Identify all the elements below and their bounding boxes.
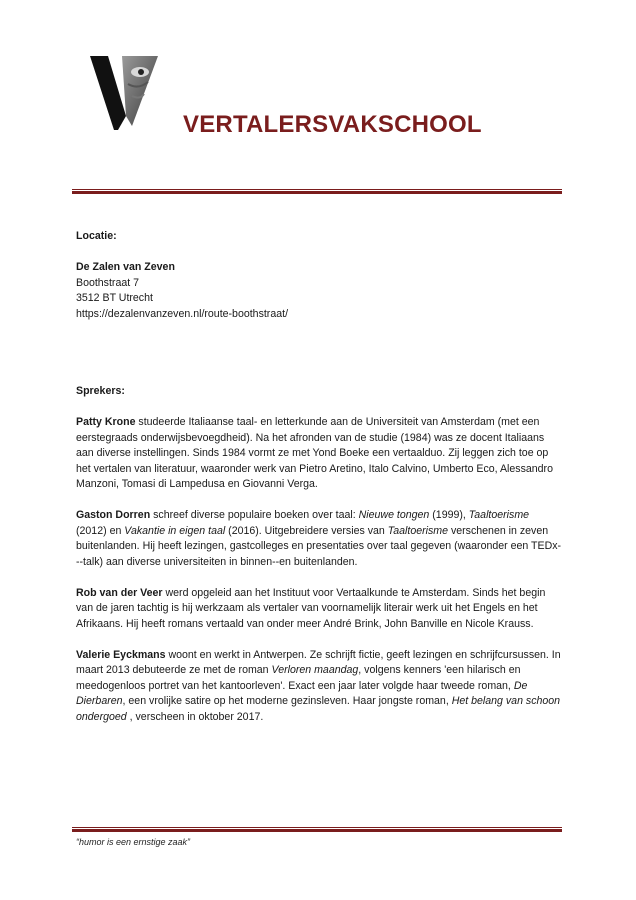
bio-text: , een vrolijke satire op het moderne gezinsleven. Haar jongste roman,: [122, 695, 452, 707]
bio-text: verschenen in zeven buitenlanden. Hij heeft lezingen, gastcolleges en presentaties over taal gegeven (waaronder een TEDx---talk) aan diverse universiteiten in binnen--en buitenlanden.: [76, 524, 562, 568]
venue-name: De Zalen van Zeven: [76, 261, 175, 273]
book-title: Vakantie in eigen taal: [124, 524, 226, 537]
book-title: De Dierbaren: [76, 679, 528, 707]
book-title: Verloren maandag: [271, 664, 359, 676]
footer-quote: “humor is een ernstige zaak”: [76, 837, 191, 847]
book-title: Nieuwe tongen: [358, 509, 430, 521]
speaker-name: Valerie Eyckmans: [76, 648, 166, 661]
venue-city: 3512 BT Utrecht: [76, 292, 153, 304]
v-letter-portrait-logo-icon: [88, 56, 160, 130]
bio-text: werd opgeleid aan het Instituut voor Vertaalkunde te Amsterdam. Sinds het begin van de jaren tachtig is hij werkzaam als vertaler van voornamelijk literair werk uit het Engels en het Afrikaans. Hij heeft romans vertaald van onder meer André Brink, John Banville en Nicole Krauss.: [76, 586, 546, 630]
speaker-bio: [76, 648, 562, 726]
bio-text: , verscheen in oktober 2017.: [126, 710, 264, 723]
bio-text: , volgens kenners 'een hilarisch en meedogenloos portret van het kantoorleven'. Exact een jaar later volgde haar tweede roman,: [76, 664, 521, 692]
speaker-name: Gaston Dorren: [76, 509, 151, 521]
speaker-name: Rob van der Veer: [76, 586, 163, 599]
bio-text: studeerde Italiaanse taal- en letterkunde aan de Universiteit van Amsterdam (met een eerstegraads onderwijsbevoegdheid). Na het afronden van de studie (1984) was ze docent Italiaans aan diverse instellingen. Sinds 1984 vormt ze met Yond Boeke een vertaalduo. Zij leggen zich toe op het vertalen van literatuur, waaronder werk van Pietro Aretino, Italo Calvino, Umberto Eco, Alessandro Manzoni, Tomasi di Lampedusa en Giovanni Verga.: [76, 416, 553, 490]
speakers-label: Sprekers:: [76, 385, 125, 397]
document-body: [76, 229, 562, 725]
bio-text: schreef diverse populaire boeken over taal:: [150, 509, 359, 521]
venue-street: Boothstraat 7: [76, 276, 140, 289]
speaker-bio: [76, 508, 562, 570]
footer-divider: [72, 827, 562, 832]
location-label: Locatie:: [76, 230, 117, 242]
bio-text: (2016). Uitgebreidere versies van: [225, 524, 388, 537]
brand-title: VERTALERSVAKSCHOOL: [183, 111, 482, 138]
bio-text: (1999),: [429, 509, 469, 521]
speaker-bio: [76, 415, 562, 493]
speaker-name: Patty Krone: [76, 416, 136, 428]
speaker-bios: [76, 415, 562, 725]
speaker-bio: [76, 586, 562, 633]
bio-text: woont en werkt in Antwerpen. Ze schrijft fictie, geeft lezingen en schrijfcursussen. In maart 2013 debuteerde ze met de roman: [76, 648, 561, 676]
book-title: Taaltoerisme: [468, 509, 530, 521]
venue-block: [76, 260, 562, 322]
book-title: Het belang van schoon ondergoed: [76, 695, 561, 723]
header-divider: [72, 189, 562, 194]
bio-text: (2012) en: [76, 524, 125, 537]
book-title: Taaltoerisme: [387, 524, 449, 537]
venue-route-link[interactable]: https://dezalenvanzeven.nl/route-boothstraat/: [76, 307, 289, 320]
